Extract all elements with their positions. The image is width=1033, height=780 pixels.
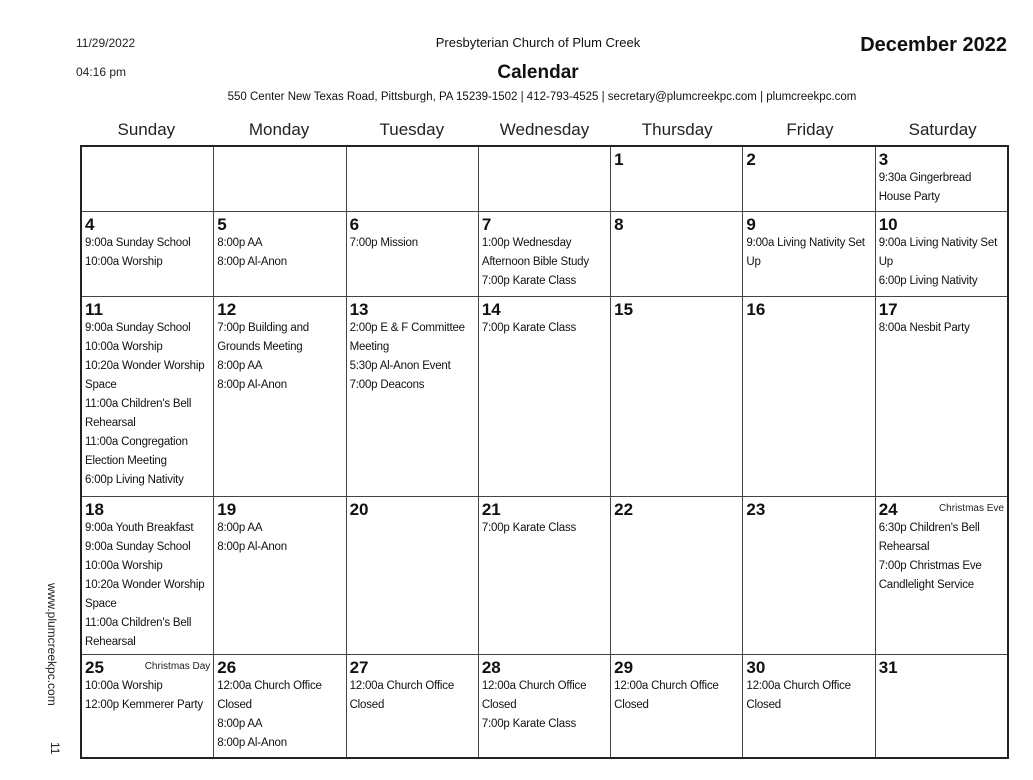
day-cell[interactable]	[876, 297, 1007, 496]
day-number: 6	[349, 215, 360, 234]
holiday-label: Christmas Day	[144, 661, 211, 672]
weekday-saturday: Saturday	[908, 120, 977, 139]
calendar-event[interactable]: 8:00p AA	[217, 718, 263, 730]
weekday-monday: Monday	[248, 120, 310, 139]
day-cell[interactable]	[743, 655, 875, 757]
calendar-event[interactable]: 9:00a Sunday School	[85, 322, 191, 334]
calendar-event[interactable]: 9:00a Sunday School	[85, 237, 191, 249]
calendar-event[interactable]: 9:00a Sunday School	[85, 541, 191, 553]
day-number: 4	[85, 215, 95, 234]
calendar-event[interactable]: 7:00p Christmas Eve Candlelight Service	[878, 560, 982, 591]
calendar-event[interactable]: 8:00p AA	[217, 237, 263, 249]
side-website: www.plumcreekpc.com	[45, 583, 59, 706]
calendar-event[interactable]: 6:00p Living Nativity	[878, 275, 978, 287]
day-number: 29	[614, 658, 634, 677]
day-number: 10	[878, 215, 898, 234]
day-number: 8	[614, 215, 624, 234]
calendar-event[interactable]: 8:00p AA	[217, 522, 263, 534]
print-time: 04:16 pm	[76, 65, 127, 79]
calendar-event[interactable]: 8:00p Al-Anon	[217, 379, 287, 391]
day-cell[interactable]	[82, 297, 214, 496]
page-number: 11	[48, 742, 62, 755]
day-cell[interactable]	[611, 497, 743, 654]
day-number: 25	[85, 658, 104, 677]
day-number: 23	[746, 500, 766, 519]
calendar-event[interactable]: 7:00p Building and Grounds Meeting	[217, 322, 309, 353]
contact-address: 550 Center New Texas Road, Pittsburgh, PA 15239-1502 | 412-793-4525 | secretary@plumcreekpc.com | plumcreekpc.com	[227, 91, 857, 103]
calendar-grid	[80, 145, 1009, 759]
day-number: 26	[217, 658, 237, 677]
calendar-event[interactable]: 12:00a Church Office Closed	[349, 680, 455, 711]
day-cell[interactable]	[479, 497, 611, 654]
holiday-label: Christmas Eve	[938, 503, 1004, 514]
day-number: 13	[349, 300, 369, 319]
day-cell[interactable]	[82, 147, 214, 211]
calendar-event[interactable]: 8:00a Nesbit Party	[878, 322, 970, 334]
calendar-event[interactable]: 6:30p Children's Bell Rehearsal	[878, 522, 980, 553]
day-cell[interactable]	[479, 147, 611, 211]
calendar-event[interactable]: 1:00p Wednesday Afternoon Bible Study	[481, 237, 589, 268]
weekday-header-row	[80, 116, 1009, 144]
day-cell[interactable]	[743, 147, 875, 211]
calendar-event[interactable]: 8:00p AA	[217, 360, 263, 372]
calendar-event[interactable]: 2:00p E & F Committee Meeting	[349, 322, 465, 353]
day-cell[interactable]	[743, 212, 875, 296]
day-number: 30	[746, 658, 766, 677]
day-cell[interactable]	[347, 655, 479, 757]
day-cell[interactable]	[347, 297, 479, 496]
calendar-event[interactable]: 8:00p Al-Anon	[217, 256, 287, 268]
week-row	[82, 655, 1007, 757]
day-cell[interactable]	[214, 212, 346, 296]
day-number: 22	[614, 500, 634, 519]
day-cell[interactable]	[611, 147, 743, 211]
day-cell[interactable]	[479, 297, 611, 496]
weekday-friday: Friday	[786, 120, 834, 139]
day-cell[interactable]	[876, 212, 1007, 296]
calendar-event[interactable]: 7:00p Mission	[349, 237, 418, 249]
day-number: 28	[481, 658, 501, 677]
day-number: 16	[746, 300, 766, 319]
day-number: 2	[746, 150, 756, 169]
day-number: 18	[85, 500, 104, 519]
day-cell[interactable]	[743, 297, 875, 496]
calendar-event[interactable]: 10:00a Worship	[85, 256, 163, 268]
day-cell[interactable]	[82, 655, 214, 757]
organization-name: Presbyterian Church of Plum Creek	[435, 35, 641, 50]
day-number: 3	[878, 150, 889, 169]
calendar-event[interactable]: 9:30a Gingerbread House Party	[878, 172, 972, 203]
calendar-event[interactable]: 7:00p Deacons	[349, 379, 425, 391]
week-row	[82, 147, 1007, 212]
calendar-event[interactable]: 9:00a Youth Breakfast	[85, 522, 194, 534]
page-title: Calendar	[497, 62, 579, 83]
calendar-event[interactable]: 11:00a Congregation Election Meeting	[85, 436, 188, 467]
calendar-event[interactable]: 10:00a Worship	[85, 560, 163, 572]
day-cell[interactable]	[347, 497, 479, 654]
day-cell[interactable]	[214, 497, 346, 654]
day-number: 21	[481, 500, 501, 519]
day-number: 24	[878, 500, 898, 519]
calendar-event[interactable]: 7:00p Karate Class	[481, 275, 577, 287]
day-number: 11	[85, 300, 103, 319]
day-number: 27	[349, 658, 369, 677]
day-cell[interactable]	[82, 212, 214, 296]
day-cell[interactable]	[743, 497, 875, 654]
weekday-wednesday: Wednesday	[499, 120, 590, 139]
day-number: 5	[217, 215, 227, 234]
day-cell[interactable]	[82, 497, 214, 654]
month-title: December 2022	[860, 34, 1007, 56]
print-date: 11/29/2022	[76, 36, 136, 50]
calendar-event[interactable]: 8:00p Al-Anon	[217, 541, 287, 553]
calendar-event[interactable]: 12:00p Kemmerer Party	[85, 699, 203, 711]
day-number: 7	[481, 215, 492, 234]
calendar-event[interactable]: 10:00a Worship	[85, 341, 163, 353]
day-cell[interactable]	[611, 297, 743, 496]
day-number: 1	[614, 150, 624, 169]
calendar-event[interactable]: 7:00p Karate Class	[481, 718, 577, 730]
calendar-event[interactable]: 6:00p Living Nativity	[85, 474, 184, 486]
day-cell[interactable]	[214, 297, 346, 496]
day-cell[interactable]	[611, 212, 743, 296]
calendar-event[interactable]: 11:00a Children's Bell Rehearsal	[85, 617, 192, 648]
day-number: 14	[481, 300, 501, 319]
day-cell[interactable]	[214, 147, 346, 211]
day-number: 12	[217, 300, 237, 319]
day-number: 20	[349, 500, 369, 519]
week-row	[82, 212, 1007, 297]
calendar-event[interactable]: 10:00a Worship	[85, 680, 163, 692]
weekday-thursday: Thursday	[641, 120, 713, 139]
day-number: 17	[878, 300, 898, 319]
weekday-tuesday: Tuesday	[379, 120, 445, 139]
day-cell[interactable]	[479, 212, 611, 296]
day-cell[interactable]	[479, 655, 611, 757]
day-number: 19	[217, 500, 237, 519]
day-cell[interactable]	[876, 655, 1007, 757]
day-number: 15	[614, 300, 634, 319]
calendar-event[interactable]: 10:20a Wonder Worship Space	[85, 579, 205, 610]
calendar-event[interactable]: 5:30p Al-Anon Event	[349, 360, 451, 372]
day-number: 31	[878, 658, 898, 677]
calendar-event[interactable]: 9:00a Living Nativity Set Up	[746, 237, 865, 268]
calendar-event[interactable]: 11:00a Children's Bell Rehearsal	[85, 398, 192, 429]
day-cell[interactable]	[347, 212, 479, 296]
calendar-event[interactable]: 12:00a Church Office Closed	[481, 680, 587, 711]
calendar-event[interactable]: 7:00p Karate Class	[481, 522, 577, 534]
day-cell[interactable]	[611, 655, 743, 757]
day-number: 9	[746, 215, 756, 234]
day-cell[interactable]	[876, 147, 1007, 211]
week-row	[82, 497, 1007, 655]
weekday-sunday: Sunday	[117, 120, 176, 139]
day-cell[interactable]	[876, 497, 1007, 654]
calendar-event[interactable]: 7:00p Karate Class	[481, 322, 577, 334]
calendar-event[interactable]: 9:00a Living Nativity Set Up	[878, 237, 998, 268]
calendar-event[interactable]: 12:00a Church Office Closed	[614, 680, 719, 711]
day-cell[interactable]	[347, 147, 479, 211]
calendar-event[interactable]: 8:00p Al-Anon	[217, 737, 287, 749]
day-cell[interactable]	[214, 655, 346, 757]
week-row	[82, 297, 1007, 497]
calendar-event[interactable]: 10:20a Wonder Worship Space	[85, 360, 205, 391]
calendar-event[interactable]: 12:00a Church Office Closed	[217, 680, 322, 711]
calendar-event[interactable]: 12:00a Church Office Closed	[746, 680, 851, 711]
